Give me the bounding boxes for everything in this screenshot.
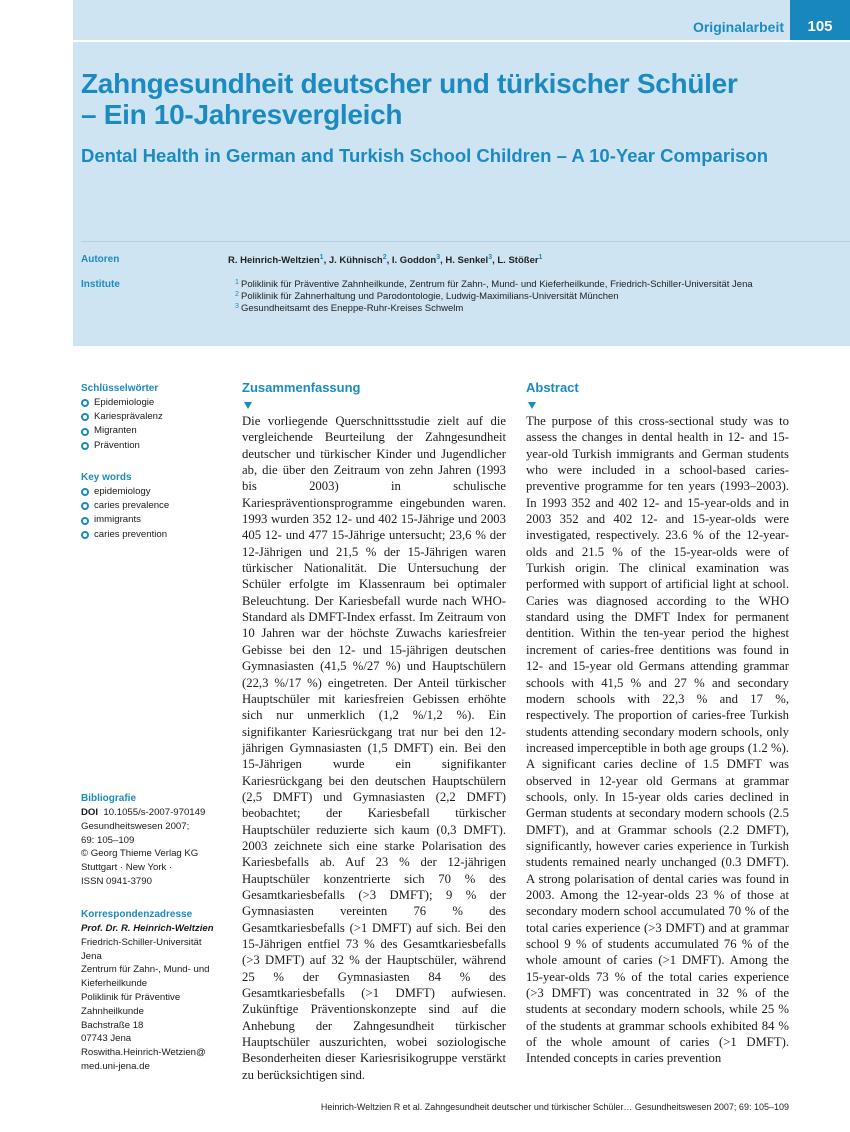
keyword-text: Migranten xyxy=(94,425,137,437)
triangle-down-icon xyxy=(244,402,252,409)
bullet-icon xyxy=(81,488,89,496)
title-german xyxy=(81,68,821,130)
address-line: Poliklinik für Präventive xyxy=(81,991,181,1003)
doi-value[interactable]: 10.1055/s-2007-970149 xyxy=(103,807,206,818)
abstract-heading: Abstract xyxy=(526,380,579,395)
institute-item xyxy=(235,291,753,303)
bibliography-heading: Bibliografie xyxy=(81,793,137,804)
institute-text: Poliklinik für Präventive Zahnheilkunde, Zentrum für Zahn-, Mund- und Kieferheilkunde, Friedrich-Schiller-Universität Jena xyxy=(241,279,753,290)
author-affiliation: 3 xyxy=(436,254,441,261)
author-name: L. Stößer xyxy=(497,255,539,267)
address-line: 07743 Jena xyxy=(81,1033,132,1045)
keyword-item xyxy=(81,528,226,542)
institute-text: Gesundheitsamt des Eneppe-Ruhr-Kreises Schwelm xyxy=(241,303,464,314)
address-line: Zentrum für Zahn-, Mund- und xyxy=(81,964,210,976)
keyword-text: caries prevention xyxy=(94,528,168,540)
title-german-line1: Zahngesundheit deutscher und türkischer Schüler xyxy=(81,68,738,99)
zusammenfassung-text: Die vorliegende Querschnittsstudie zielt auf die vergleichende Beurteilung der Zahngesundheit deutscher und türkischer Kinder und Jugendlicher ab, die über den Zeitraum von zehn Jahren (1993 bis 2003) in schulische Kariespräventionsprogramme eingebunden waren. 1993 wurden 352 12- und 402 15-Jährige und 2003 405 12- und 477 15-Jährige untersucht; 23,6 % der 12-Jährigen und 21,5 % der 15-Jährigen waren türkischer Nationalität. Die Untersuchung der Schüler erfolgte im Klassenraum bei optimaler Beleuchtung. Der Kariesbefall wurde nach WHO-Standard als DMFT-Index erfasst. Im Zeitraum von 10 Jahren war der höchste Zuwachs kariesfreier Gebisse bei den 12- und 15-jährigen deutschen Gymnasiasten (41,5 %/27 %) und Hauptschülern (22,3 %/17 %) eingetreten. Der Anteil türkischer Hauptschüler mit kariesfreien Gebissen erhöhte sich nur unmerklich (1,2 %/1,2 %). Ein signifikanter Kariesrückgang trat nur bei den 12-jährigen Gymnasiasten (1,5 DMFT) ein. Bei den 15-Jährigen wurde ein signifikanter Kariesrückgang bei den deutschen Hauptschülern (2,5 DMFT) und Gymnasiasten (2,2 DMFT) beobachtet; der Kariesbefall türkischer Hauptschüler reduzierte sich kaum (0,3 DMFT). 2003 zeichnete sich eine starke Polarisation des Kariesbefalls ab. Auf 23 % der 12-jährigen Hauptschüler konzentrierte sich 70 % des Gesamtkariesbefalls (>3 DMFT); 9 % der Gymnasiasten vereinten 76 % des Gesamtkariesbefalls (>1 DMFT) auf sich. Bei den 15-Jährigen entfiel 73 % des Gesamtkariesbefalls (>3 DMFT) auf 32 % der Hauptschüler, während 25 % der Gymnasiasten 84 % des Gesamtkariesbefalls (>1 DMFT) aufwiesen. Zukünftige Präventionskonzepte sind auf die Anhebung der Zahngesundheit türkischer Hauptschüler auszurichten, wobei soziologische Besonderheiten dieser Kariesrisikogruppe verstärkt zu berücksichtigen sind. xyxy=(242,414,506,1082)
section-label: Originalarbeit xyxy=(692,19,784,35)
bullet-icon xyxy=(81,399,89,407)
keyword-item xyxy=(81,439,226,453)
institute-number: 3 xyxy=(235,303,239,310)
volume-line: 69: 105–109 xyxy=(81,834,135,846)
abstract-column xyxy=(526,380,789,1067)
institutes-label: Institute xyxy=(81,279,120,290)
institute-text: Poliklinik für Zahnerhaltung und Parodontologie, Ludwig-Maximilians-Universität München xyxy=(241,291,619,302)
abstract-text: The purpose of this cross-sectional study was to assess the changes in dental health in 12- and 15-year-old Turkish immigrants and German students who were included in a school-based caries-preventive programme for ten years (1993–2003). In 1993 352 and 402 12- and 15-year-olds and in 2003 352 and 402 12- and 15-year-olds were investigated, respectively. 23.6 % of the 12-year-olds and 21.5 % of the 15-year-olds were of Turkish origin. The clinical examination was performed with support of artificial light at school. Caries was diagnosed according to the WHO standard using the DMFT Index for permanent dentition. Within the ten-year period the highest increment of caries-free dentitions was found in 12- and 15-year old Germans attending grammar schools with 41,5 % and 27 % and secondary modern schools with 22,3 % and 17 %, respectively. The proportion of caries-free Turkish students attending secondary modern schools, only increased imperceptible in both age groups (1.2 %). A significant caries decline of 1.5 DMFT was observed in 12-year old Germans at grammar schools, only. In 15-year olds caries declined in German students at secondary modern schools (2.5 DMFT), and at Grammar schools (2.2 DMFT), significantly, however caries experience in Turkish students remained nearly unchanged (0.3 DMFT). A strong polarisation of dental caries was found in 2003. Among the 12-year-olds 23 % of those at secondary modern school accumulated 70 % of the total caries experience (>3 DMFT) and at grammar school 9 % of students accumulated 76 % of the whole amount of caries (>1 DMFT). Among the 15-year-olds 73 % of the total caries experience (>3 DMFT) was concentrated in 32 % of the students at secondary modern schools, while 25 % of the students at grammar schools exhibited 84 % of the whole amount of caries (>1 DMFT). Intended concepts in caries prevention xyxy=(526,414,789,1066)
doi-label: DOI xyxy=(81,807,99,818)
zusammenfassung-heading: Zusammenfassung xyxy=(242,380,361,395)
authors-label: Autoren xyxy=(81,254,120,265)
keyword-item xyxy=(81,513,226,527)
doi-line xyxy=(81,806,226,820)
keywords-german-heading: Schlüsselwörter xyxy=(81,383,159,394)
journal-line: Gesundheitswesen 2007; xyxy=(81,820,190,832)
keyword-item xyxy=(81,396,226,410)
email-line[interactable]: med.uni-jena.de xyxy=(81,1060,150,1072)
author-list: R. Heinrich-Weltzien$^1$, J. Kühnisch$^2$, I. Goddon$^3$, H. Senkel$^3$, L. Stößer$^1$ xyxy=(228,254,543,267)
author-affiliation: 3 xyxy=(488,254,493,261)
author-affiliation: 1 xyxy=(319,254,324,261)
keyword-text: Epidemiologie xyxy=(94,397,155,408)
bullet-icon xyxy=(81,517,89,525)
institute-number: 1 xyxy=(235,279,239,286)
correspondence-name: Prof. Dr. R. Heinrich-Weltzien xyxy=(81,923,214,934)
bullet-icon xyxy=(81,502,89,510)
address-line: Jena xyxy=(81,950,102,962)
correspondence xyxy=(81,909,226,1074)
meta-divider xyxy=(81,241,850,242)
keyword-text: epidemiology xyxy=(94,486,151,497)
keyword-text: Prävention xyxy=(94,439,140,451)
footer-citation: Heinrich-Weltzien R et al. Zahngesundheit deutscher und türkischer Schüler… Gesundheitswesen 2007; 69: 105–109 xyxy=(320,1102,789,1112)
keyword-item xyxy=(81,485,226,499)
address-line: Zahnheilkunde xyxy=(81,1005,144,1017)
institute-number: 2 xyxy=(235,291,239,298)
title-block xyxy=(73,42,850,346)
author-affiliation: 1 xyxy=(538,254,543,261)
author-affiliation: 2 xyxy=(382,254,387,261)
author-name: H. Senkel xyxy=(445,255,489,267)
keyword-item xyxy=(81,499,226,513)
place-line: Stuttgart · New York · xyxy=(81,862,173,874)
address-line: Kieferheilkunde xyxy=(81,978,148,990)
keywords-english-heading: Key words xyxy=(81,472,132,483)
author-name: J. Kühnisch xyxy=(328,255,383,267)
institute-item xyxy=(235,279,753,291)
keyword-text: immigrants xyxy=(94,514,141,526)
keyword-text: caries prevalence xyxy=(94,500,170,512)
keyword-text: Kariesprävalenz xyxy=(94,411,163,423)
copyright-line: © Georg Thieme Verlag KG xyxy=(81,848,199,860)
bullet-icon xyxy=(81,442,89,450)
title-german-line2: – Ein 10-Jahresvergleich xyxy=(81,99,403,130)
title-english: Dental Health in German and Turkish School Children – A 10-Year Comparison xyxy=(81,145,769,166)
institute-list xyxy=(235,279,753,315)
zusammenfassung-column xyxy=(242,380,506,1083)
address-line: Friedrich-Schiller-Universität xyxy=(81,936,202,948)
correspondence-heading: Korrespondenzadresse xyxy=(81,909,193,920)
bullet-icon xyxy=(81,428,89,436)
keywords-german xyxy=(81,383,226,453)
keyword-item xyxy=(81,410,226,424)
bibliography xyxy=(81,793,226,889)
author-name: R. Heinrich-Weltzien xyxy=(228,255,320,267)
author-name: I. Goddon xyxy=(391,255,437,267)
email-line[interactable]: Roswitha.Heinrich-Wetzien@ xyxy=(81,1047,206,1059)
bullet-icon xyxy=(81,531,89,539)
address-line: Bachstraße 18 xyxy=(81,1019,144,1031)
keywords-english xyxy=(81,472,226,542)
issn-line: ISSN 0941-3790 xyxy=(81,875,152,887)
institute-item xyxy=(235,303,753,315)
bullet-icon xyxy=(81,413,89,421)
triangle-down-icon xyxy=(528,402,536,409)
page-number: 105 xyxy=(790,0,850,40)
keyword-item xyxy=(81,424,226,438)
